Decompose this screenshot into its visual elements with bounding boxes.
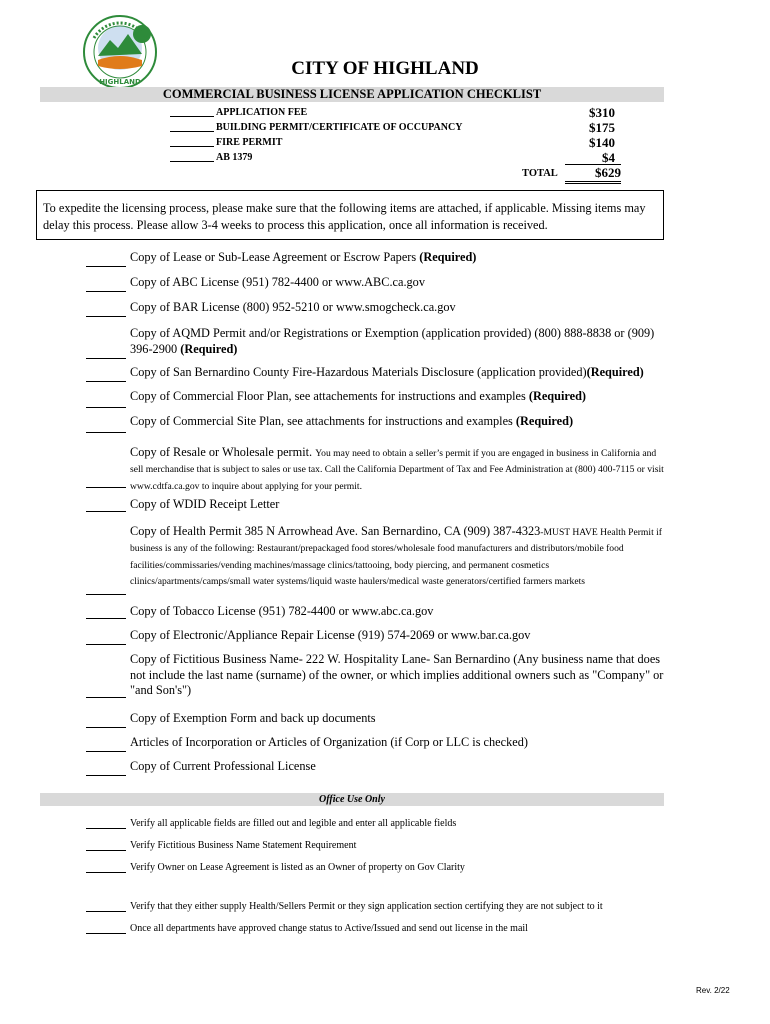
fee-amount: $310 (589, 105, 615, 120)
fee-label: APPLICATION FEE (216, 107, 308, 118)
office-item-text: Verify that they either supply Health/Sellers Permit or they sign application section certifying they are not subject to it (130, 901, 603, 912)
check-blank[interactable] (86, 872, 126, 873)
item-text: Articles of Incorporation or Articles of Organization (if Corp or LLC is checked) (130, 735, 528, 749)
item-text: Copy of Health Permit 385 N Arrowhead Ave. San Bernardino, CA (909) 387-4323 (130, 524, 541, 538)
check-blank[interactable] (86, 911, 126, 912)
check-blank[interactable] (86, 775, 126, 776)
check-blank[interactable] (170, 131, 214, 132)
fee-row (170, 135, 625, 150)
fee-row (170, 105, 625, 120)
item-text: Copy of Commercial Site Plan, see attachments for instructions and examples (130, 414, 516, 428)
total-amount: $629 (565, 164, 621, 184)
office-use-title: Office Use Only (319, 794, 385, 805)
notice-box: To expedite the licensing process, please make sure that the following items are attached, if applicable. Missing items may delay this process. Please allow 3-4 weeks to process this application, once all information is received. (36, 190, 664, 240)
required-tag: (Required) (419, 250, 477, 264)
check-blank[interactable] (86, 381, 126, 382)
check-blank[interactable] (86, 487, 126, 488)
total-label: TOTAL (522, 168, 558, 179)
fee-amount: $175 (589, 120, 615, 135)
item-note: -MUST HAVE Health Permit if business is any of the following: Restaurant/prepackaged food stores/wholesale food manufacturers and distributors/mobile food facilities/commissaries/vending machines/massage clinics/tattooing, body piercing, and permanent cosmetics clinics/apartments/camps/small water systems/liquid waste haulers/medical waste generators/certified farmers markets (130, 527, 662, 587)
checklist-title-band (40, 87, 664, 102)
check-blank[interactable] (86, 727, 126, 728)
check-blank[interactable] (86, 358, 126, 359)
check-blank[interactable] (86, 697, 126, 698)
check-blank[interactable] (86, 850, 126, 851)
svg-text:HIGHLAND: HIGHLAND (99, 78, 141, 86)
check-blank[interactable] (86, 618, 126, 619)
fee-row (170, 150, 625, 165)
check-blank[interactable] (86, 594, 126, 595)
fee-label: FIRE PERMIT (216, 137, 283, 148)
item-text: Copy of Fictitious Business Name- 222 W. Hospitality Lane- San Bernardino (Any business name that does not include the last name (surname) of the owner, or which implies additional owners such as "Company" or "and Son's") (130, 652, 664, 697)
office-item-text: Verify Fictitious Business Name Statement Requirement (130, 840, 357, 851)
item-text: Copy of Lease or Sub-Lease Agreement or Escrow Papers (130, 250, 420, 264)
required-tag: (Required) (515, 414, 574, 428)
item-text: Copy of BAR License (800) 952-5210 or www.smogcheck.ca.gov (130, 300, 456, 314)
item-text: Copy of Tobacco License (951) 782-4400 or www.abc.ca.gov (130, 604, 434, 618)
check-blank[interactable] (86, 828, 126, 829)
item-text: Copy of WDID Receipt Letter (130, 497, 280, 511)
check-blank[interactable] (86, 644, 126, 645)
item-text: Copy of Exemption Form and back up documents (130, 711, 376, 725)
fee-label: AB 1379 (216, 152, 253, 163)
check-blank[interactable] (86, 266, 126, 267)
item-text: Copy of Electronic/Appliance Repair License (919) 574-2069 or www.bar.ca.gov (130, 628, 531, 642)
fee-amount: $140 (589, 135, 615, 150)
check-blank[interactable] (86, 316, 126, 317)
check-blank[interactable] (86, 407, 126, 408)
city-title: CITY OF HIGHLAND (291, 58, 479, 79)
check-blank[interactable] (86, 511, 126, 512)
fee-row (170, 120, 625, 135)
check-blank[interactable] (86, 933, 126, 934)
checklist-title: COMMERCIAL BUSINESS LICENSE APPLICATION CHECKLIST (162, 87, 542, 101)
check-blank[interactable] (86, 432, 126, 433)
item-text: Copy of Resale or Wholesale permit. (130, 445, 316, 459)
office-item-text: Verify Owner on Lease Agreement is listed as an Owner of property on Gov Clarity (130, 862, 465, 873)
check-blank[interactable] (170, 161, 214, 162)
item-text: Copy of ABC License (951) 782-4400 or www.ABC.ca.gov (130, 275, 425, 289)
item-note: You may need to obtain a seller’s permit if you are engaged in business in California and sell merchandise that is subject to sales or use tax. Call the California Department of Tax and Fee Administration at (800) 400-7115 or visit www.cdtfa.ca.gov to inquire about applying for your permit. (130, 448, 664, 492)
office-use-band (40, 793, 664, 806)
check-blank[interactable] (86, 291, 126, 292)
office-item-text: Verify all applicable fields are filled out and legible and enter all applicable fields (130, 818, 457, 829)
office-item-text: Once all departments have approved change status to Active/Issued and send out license in the mail (130, 923, 528, 934)
item-text: Copy of Current Professional License (130, 759, 316, 773)
item-text: Copy of San Bernardino County Fire-Hazardous Materials Disclosure (application provided) (130, 365, 587, 379)
check-blank[interactable] (86, 751, 126, 752)
item-text: Copy of Commercial Floor Plan, see attachements for instructions and examples (130, 389, 529, 403)
check-blank[interactable] (170, 146, 214, 147)
item-text: Copy of AQMD Permit and/or Registrations or Exemption (application provided) (800) 888-8838 or (909) 396-2900 (130, 326, 655, 356)
fee-amount: $4 (602, 150, 615, 165)
required-tag: (Required) (528, 389, 587, 403)
fee-label: BUILDING PERMIT/CERTIFICATE OF OCCUPANCY (216, 122, 463, 133)
required-tag: (Required) (180, 341, 238, 356)
check-blank[interactable] (170, 116, 214, 117)
required-tag: (Required) (586, 365, 644, 379)
revision-label: Rev. 2/22 (696, 986, 730, 995)
